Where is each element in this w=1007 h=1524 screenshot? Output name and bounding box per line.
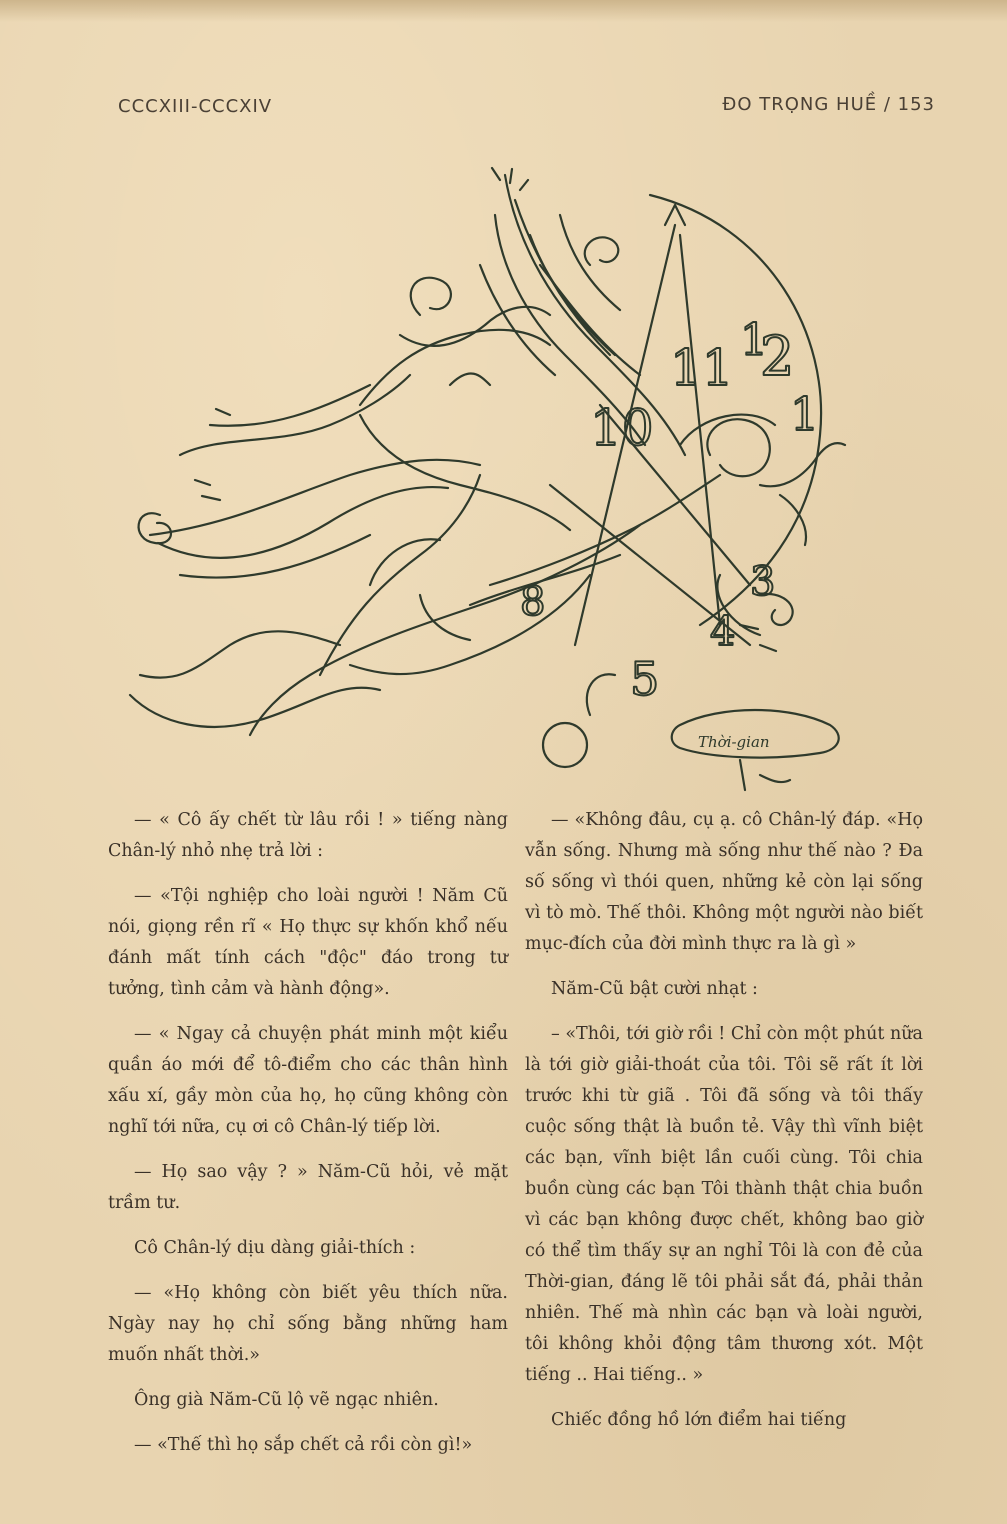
paragraph: — Họ sao vậy ? » Năm-Cũ hỏi, vẻ mặt trầm tư. <box>108 1162 508 1213</box>
paragraph: — «Không đâu, cụ ạ. cô Chân-lý đáp. «Họ vẫn sống. Nhưng mà sống như thế nào ? Đa số sống vì thói quen, những kẻ còn lại sống vì tò mò. Thế thôi. Không một người nào biết mục-đích của đời mình thực ra là gì » <box>525 810 923 954</box>
svg-text:5: 5 <box>630 652 660 706</box>
paragraph: — «Tội nghiệp cho loài người ! Năm Cũ nói, giọng rền rĩ « Họ thực sự khốn khổ nếu đánh mất tính cách "độc" đáo trong tư tưởng, tình cảm và hành động». <box>108 886 508 999</box>
signature-text: Thời-gian <box>698 733 770 751</box>
page-top-edge <box>0 0 1007 22</box>
svg-text:3: 3 <box>750 559 776 605</box>
paragraph: Năm-Cũ bật cười nhạt : <box>551 979 758 999</box>
paragraph: Chiếc đồng hồ lớn điểm hai tiếng <box>551 1410 847 1430</box>
paragraph: Ông già Năm-Cũ lộ vẽ ngạc nhiên. <box>134 1390 439 1410</box>
paragraph: — « Ngay cả chuyện phát minh một kiểu quần áo mới để tô-điểm cho các thân hình xấu xí, gầy mòn của họ, họ cũng không còn nghĩ tới nữa, cụ ơi cô Chân-lý tiếp lời. <box>108 1024 508 1137</box>
svg-text:1: 1 <box>790 387 820 441</box>
paragraph: Cô Chân-lý dịu dàng giải-thích : <box>134 1238 416 1258</box>
paragraph: — «Họ không còn biết yêu thích nữa. Ngày nay họ chỉ sống bằng những ham muốn nhất thời.» <box>108 1283 508 1365</box>
paragraph: — « Cô ấy chết từ lâu rồi ! » tiếng nàng Chân-lý nhỏ nhẹ trả lời : <box>108 810 508 861</box>
paragraph: – «Thôi, tới giờ rồi ! Chỉ còn một phút nữa là tới giờ giải-thoát của tôi. Tôi sẽ rất ít lời trước khi từ giã . Tôi đã sống và tôi thấy cuộc sống thật là buồn tẻ. Vậy thì vĩnh biệt các bạn, vĩnh biệt lần cuối cùng. Tôi chia buồn cùng các bạn Tôi thành thật chia buồn vì các bạn không được chết, không bao giờ có thể tìm thấy sự an nghỉ Tôi là con đẻ của Thời-gian, đáng lẽ tôi phải sắt đá, phải thản nhiên. Thế mà nhìn các bạn và loài người, tôi không khỏi động tâm thương xót. Một tiếng .. Hai tiếng.. » <box>525 1024 923 1385</box>
author-page-header: ĐO TRỌNG HUỀ / 153 <box>722 94 935 115</box>
svg-text:8: 8 <box>520 579 546 625</box>
svg-text:1: 1 <box>740 315 768 366</box>
text-column-right <box>525 805 923 1450</box>
angel-clock-illustration <box>120 155 900 795</box>
wind-swirls <box>130 237 793 727</box>
text-column-left <box>108 805 508 1475</box>
svg-text:11: 11 <box>670 339 734 397</box>
flying-figure <box>250 330 845 735</box>
clock-numerals <box>520 315 819 706</box>
svg-text:4: 4 <box>710 609 736 655</box>
clock-face <box>543 195 821 767</box>
svg-text:10: 10 <box>590 399 654 457</box>
issue-number-header: CCCXIII-CCCXIV <box>118 96 273 117</box>
paragraph: — «Thế thì họ sắp chết cả rồi còn gì!» <box>134 1435 473 1455</box>
svg-text:2: 2 <box>760 325 795 388</box>
